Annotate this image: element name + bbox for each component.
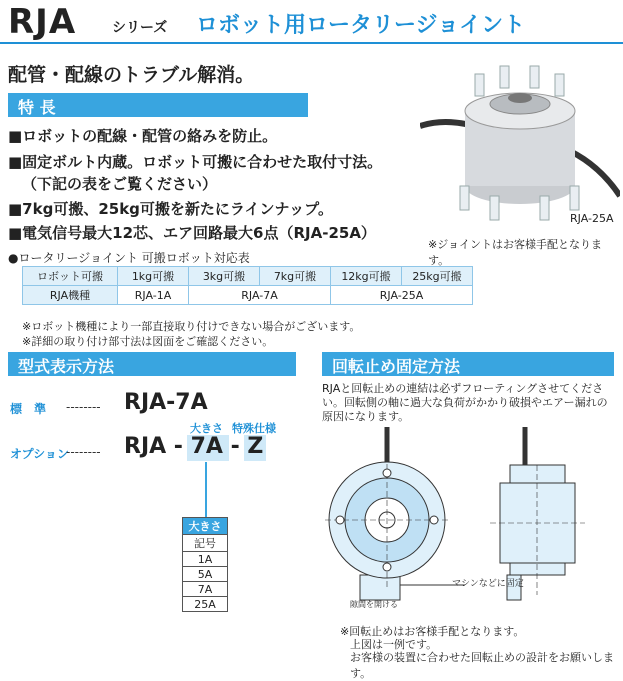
special-spec-caption: 特殊仕様 bbox=[232, 422, 276, 435]
model-heading: 型式表示方法 bbox=[8, 352, 296, 376]
feature-item: ■7kg可搬、25kg可搬を新たにラインナップ。 bbox=[8, 200, 333, 218]
table-cell: RJA-7A bbox=[189, 286, 331, 305]
rotation-stop-description: RJAと回転止めの連結は必ずフローティングさせてください。回転側の軸に過大な負荷がかかり破損やエアー漏れの原因になります。 bbox=[322, 382, 608, 423]
title-rule bbox=[0, 42, 623, 44]
table-note: ※詳細の取り付け部寸法は図面をご確認ください。 bbox=[22, 335, 274, 348]
photo-label: RJA-25A bbox=[570, 212, 614, 225]
standard-model-code: RJA-7A bbox=[124, 390, 208, 415]
robot-compat-table bbox=[22, 266, 473, 305]
table-row-label: RJA機種 bbox=[23, 286, 118, 305]
footnote: 上図は一例です。 bbox=[350, 638, 438, 651]
size-table bbox=[182, 517, 228, 612]
leader-dashes: -------- bbox=[66, 445, 101, 459]
table-header-cell: ロボット可搬 bbox=[23, 267, 118, 286]
leader-dashes: -------- bbox=[66, 400, 101, 414]
standard-label: 標 準 bbox=[10, 402, 47, 416]
table-header-cell: 7kg可搬 bbox=[260, 267, 331, 286]
series-label: シリーズ bbox=[112, 20, 168, 36]
size-table-cell: 5A bbox=[183, 567, 228, 582]
size-table-cell: 7A bbox=[183, 582, 228, 597]
table-header-cell: 3kg可搬 bbox=[189, 267, 260, 286]
footnote: お客様の装置に合わせた回転止めの設計をお願いします。 bbox=[350, 651, 614, 680]
product-title: ロボット用ロータリージョイント bbox=[196, 13, 526, 38]
footnote: ※回転止めはお客様手配となります。 bbox=[340, 625, 525, 638]
table-cell: RJA-25A bbox=[331, 286, 473, 305]
option-model-code: RJA - 7A - Z bbox=[124, 434, 264, 459]
table-header-cell: 12kg可搬 bbox=[331, 267, 402, 286]
table-caption: ●ロータリージョイント 可搬ロボット対応表 bbox=[8, 251, 250, 265]
series-code: RJA bbox=[8, 2, 77, 42]
table-header-cell: 1kg可搬 bbox=[118, 267, 189, 286]
size-table-cell: 1A bbox=[183, 552, 228, 567]
feature-item: ■電気信号最大12芯、エア回路最大6点（RJA-25A） bbox=[8, 224, 376, 242]
size-table-cell: 25A bbox=[183, 597, 228, 612]
table-cell: RJA-1A bbox=[118, 286, 189, 305]
feature-item: （下記の表をご覧ください） bbox=[22, 175, 218, 193]
gap-label: 隙間を開ける bbox=[350, 600, 398, 609]
table-note: ※ロボット機種により一部直接取り付けできない場合がございます。 bbox=[22, 320, 361, 333]
connector-line bbox=[205, 462, 207, 517]
features-heading: 特 長 bbox=[8, 93, 308, 117]
option-label: オプション bbox=[10, 447, 69, 461]
headline: 配管・配線のトラブル解消。 bbox=[8, 64, 255, 86]
feature-item: ■固定ボルト内蔵。ロボット可搬に合わせた取付寸法。 bbox=[8, 153, 383, 171]
table-header-cell: 25kg可搬 bbox=[402, 267, 473, 286]
photo-note: ※ジョイントはお客様手配となります。 bbox=[428, 238, 602, 267]
fix-to-machine-label: マシンなどに固定 bbox=[452, 579, 524, 589]
size-table-sub: 記号 bbox=[183, 535, 228, 552]
feature-item: ■ロボットの配線・配管の絡みを防止。 bbox=[8, 127, 278, 145]
rotary-joint-photo bbox=[420, 56, 620, 231]
rotation-stop-heading: 回転止め固定方法 bbox=[322, 352, 614, 376]
size-table-title: 大きさ bbox=[183, 518, 228, 535]
size-caption: 大きさ bbox=[190, 422, 223, 435]
